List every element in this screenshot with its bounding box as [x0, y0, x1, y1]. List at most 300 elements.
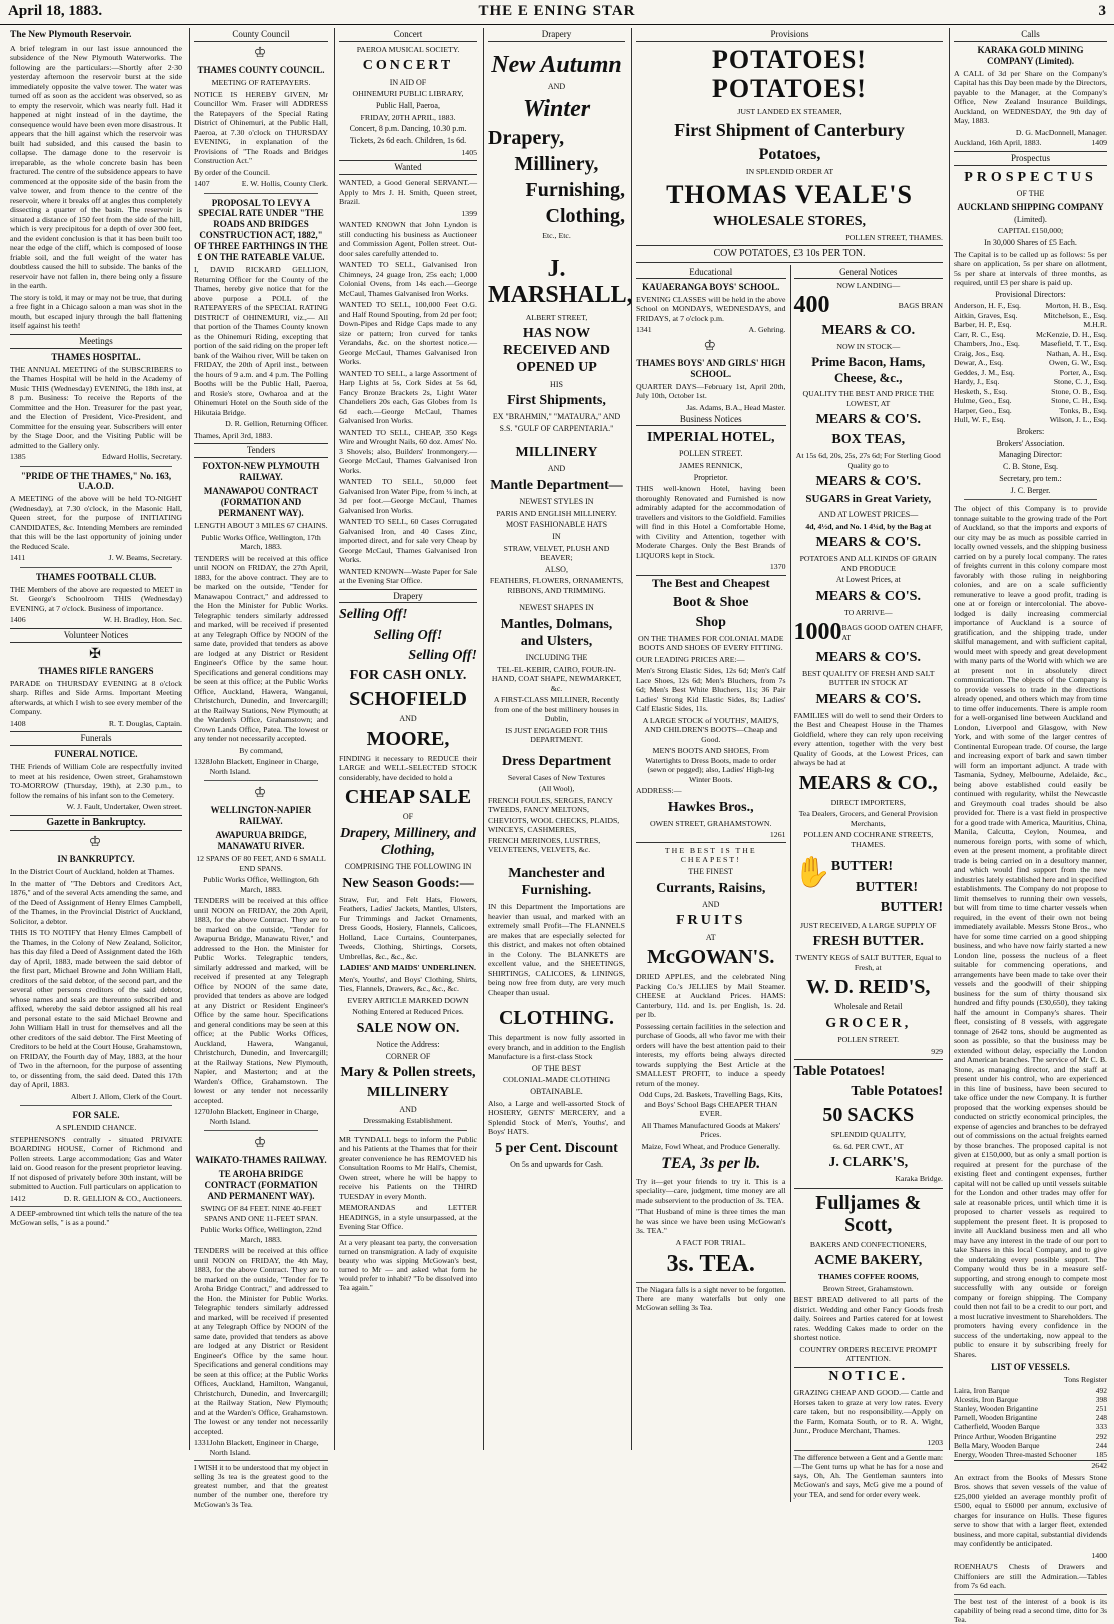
director-name: Wilson, J. L., Esq.: [1049, 415, 1107, 425]
wanted-num: 1399: [461, 208, 477, 218]
sec-text: J. C. Berger.: [1010, 485, 1051, 495]
drapery-title: Drapery,: [488, 126, 565, 149]
paris-millinery: PARIS AND ENGLISH MILLINERY.: [496, 508, 617, 518]
capital-text: CAPITAL £150,000;: [997, 226, 1064, 236]
potatoes2: Potatoes,: [758, 145, 821, 163]
crest-icon: ♔: [253, 1136, 269, 1152]
masthead: [0, 0, 1114, 25]
vessel-tons: 292: [1095, 1431, 1107, 1441]
feathers-text: FEATHERS, FLOWERS, ORNAMENTS, RIBBONS, AND TRIMMING.: [489, 576, 624, 595]
directors-heading: Provisional Directors:: [995, 289, 1066, 299]
welnap-text: TENDERS will be received at this office until NOON on FRIDAY, the 20th April, 1883, for the above Contract. They are to be marked on the outside, "Tender for Awapurua Bridge, Manawatu River," and addressed to the Hon. the Minister for Public Works. Telegraphic tenders, similarly addressed and marked, will be received if presented at any Telegraph Office by NOON of the same date, provided that tenders as above are lodged at any District or Resident Engineer's Office by the same hour. Specifications and general conditions may be seen at this office; at the Public Works Offices, Auckland, Hawera, Wanganui, Christchurch, Dunedin, and Invercargill; at the Railway Stations, New Plymouth, Napier, and Masterton; and at the Warden's Office, Grahamstown. The lowest or any tender not necessarily accepted.: [194, 896, 328, 1105]
hotel-num: 1370: [769, 562, 786, 572]
column-3: [334, 28, 481, 1450]
ladies-underlinen: LADIES' AND MAIDS' UNDERLINEN.: [339, 963, 477, 973]
concert-tickets: Tickets, 2s 6d each. Children, 1s 6d.: [349, 135, 467, 145]
pollen-street: POLLEN STREET, THAMES.: [845, 233, 943, 243]
bankruptcy-court: In the District Court of Auckland, holden at Thames.: [10, 867, 175, 877]
wd-reid: W. D. REID'S,: [806, 976, 931, 999]
colonial-text: COLONIAL-MADE CLOTHING: [502, 1075, 611, 1085]
rennick: JAMES RENNICK,: [679, 461, 743, 471]
director-name: Carr, R. C., Esq.: [954, 329, 1006, 339]
bankruptcy-text1: In the matter of "The Debtors and Creditors Act, 1876," and of the several Acts amending the same, and of the Deed of Assignment of Henry Elmes Campbell, of the Thames, in the Provincial District of Auckland, Solicitor, a debtor.: [10, 878, 182, 926]
to-arrive: TO ARRIVE—: [843, 607, 893, 617]
divider: [20, 1105, 172, 1106]
price-cwt: 6s. 6d. PER CWT., AT: [833, 1141, 904, 1151]
hotel-text: THIS well-known Hotel, having been thoroughly Renovated and Furnished is now admirably adapted for the accommodation of travellers and visitors to the Goldfield. Families will find in this Hotel a Comfortable Home, with Civility and Attention, together with Moderate Charges. Only the Best Brands of LIQUORS kept in Stock.: [636, 484, 786, 560]
tyndall-text: MR TYNDALL begs to inform the Public and his Patients at the Thames that for their greater convenience he has REMOVED his Consultation Rooms to Mr Hall's, Chemist, Owen street, where he will be happy to receive his Patients on the THIRD TUESDAY in every Month.: [339, 1134, 477, 1201]
reservoir-text: A brief telegram in our last issue announced the subsidence of the New Plymouth Waterworks. The following are the particulars:—Shortly after 2·30 yesterday afternoon the reservoir burst at the side immediately opposite the valve tower. The water was turned off as soon as the accident was observed, so as to empty the reservoir, which was nearly full. Had it happened at night instead of in the daytime, the consequence would have been even more disastrous. It appears that the hill against which the reservoir was built had subsided, and this caused the basin to collapse. The damage done to the reservoir is irreparable, as the whole concrete basin has been fractured. The centre of the subsidence appears to have commenced at the opposite side of the basin from the valve tower, and from thence to the centre of the reservoir, where it breaks off at angles thus completely dissecting a quarter of the basin. The reservoir is situated a distance of 150 feet from the side of the hill, which is very precipitous for a depth of over 300 feet, and the evident conclusion is that it has been built too near the edge of the cliff, which is composed of loose friable soil, and the full weight of the water has doubtless caused the hill to subside. The banks of the reservoir have not fallen in, there being only a fissure in the earth.: [10, 43, 182, 291]
wanted-ad: WANTED TO SELL, 60 Cases Corrugated Galvanised Iron, and 40 Cases Zinc, imported direct, and for sale very Cheap by George McCaul, Thames Galvanised Iron Works.: [339, 517, 477, 565]
brokers-heading: Brokers:: [1016, 426, 1045, 436]
mens-clothing: Men's, Youths', and Boys' Clothing, Shirts, Ties, Flannels, Drawers, &c., &c., &c.: [339, 974, 477, 994]
column-1: [6, 28, 186, 1450]
wanted-ad: WANTED TO SELL, a large Assortment of Harp Lights at 5s, Cork Sides at 5s 6d, Fancy Bronze Brackets 2s, Light Water Chandeliers 20s each, Gas Globes from 1s 6d each.—George McCaul, Thames Galvanised Iron Works.: [339, 368, 477, 426]
hospital-num: 1385: [10, 452, 26, 462]
including-text: INCLUDING THE: [525, 653, 588, 663]
mears-co: MEARS & CO.,: [798, 771, 938, 794]
cow-potatoes: COW POTATOES, £3 10s PER TON.: [636, 245, 943, 263]
coffee-rooms: THAMES COFFEE ROOMS,: [817, 1272, 919, 1282]
obtainable-text: OBTAINABLE.: [530, 1086, 583, 1096]
drapery-header: Drapery: [488, 28, 625, 42]
director-name: Hardy, J., Esq.: [954, 377, 1000, 387]
quarter-days: QUARTER DAYS—February 1st, April 20th, July 10th, October 1st.: [636, 381, 786, 401]
director-name: Aitkin, Graves, Esq.: [954, 310, 1018, 320]
masthead-page: 3: [1098, 3, 1106, 19]
four-hundred: 400: [793, 292, 830, 319]
pride-text: A MEETING of the above will be held TO-NIGHT (Wednesday), at 7.30 o'clock, in the Masonic Hall, Queen street, for the purpose of INITIATING CANDIDATES, &c. Intending Members are reminded that this will be the last opportunity of joining under the Reduced Scale.: [10, 494, 182, 551]
vessel-tons: 185: [1095, 1449, 1107, 1459]
foxton-office: Public Works Office, Wellington, 17th March, 1883.: [201, 532, 321, 552]
director-name: Harper, Geo., Esq.: [954, 405, 1012, 415]
director-row: [954, 349, 1107, 359]
vessel-row: [954, 1432, 1107, 1441]
vessel-name: Laira, Iron Barque: [954, 1385, 1010, 1395]
vessel-row: [954, 1450, 1107, 1459]
dmc-title: Drapery, Millinery, and Clothing,: [340, 825, 476, 858]
reservoir-title: The New Plymouth Reservoir.: [10, 30, 132, 40]
kauaeranga-num: 1341: [636, 325, 652, 335]
cheap-sale: CHEAP SALE: [344, 786, 472, 809]
director-name: M.H.R.: [1083, 320, 1107, 330]
his-text: HIS: [550, 379, 563, 389]
council-title: THAMES COUNTY COUNCIL.: [197, 65, 325, 76]
proposal-text: I, DAVID RICKARD GELLION, Returning Officer for the County of the Thames, hereby give notice that for the above purpose a POLL of the RATEPAYERS of the SPECIAL RATING DISTRICT of OHINEMURI, viz.,— All that portion of the Thames County known as the Ohinemuri Riding, excepting that portion of the said riding on the proper left bank of the Waihou river, Will be taken on FRIDAY, the 20th of April inst., between the hours of 9 a.m. and 4 p.m. The Polling Booths will be the Public Hall, Paeroa, and Rosie's store, Owharoa and at the Ohinemuri Hotel on the South side of the Hikutaia Bridge.: [194, 265, 328, 417]
masthead-title: THE E ENING STAR: [478, 3, 636, 19]
karaka-sig: D. G. MacDonnell, Manager.: [1015, 127, 1107, 137]
concert-title: CONCERT: [362, 58, 454, 74]
now-in-stock: NOW IN STOCK—: [836, 341, 901, 351]
prime-bacon: Prime Bacon, Hams, Cheese, &c.,: [811, 354, 926, 386]
high-school-title: THAMES BOYS' AND GIRLS' HIGH SCHOOL.: [636, 358, 786, 379]
potatoes-title: POTATOES! POTATOES!: [712, 44, 867, 103]
crest-icon: ✠: [89, 646, 103, 662]
waikato-office: Public Works Office, Wellington, 22nd March, 1883.: [200, 1225, 322, 1244]
boot-shoe: Boot & Shoe: [673, 594, 749, 610]
the-finest: THE FINEST: [688, 866, 734, 876]
meetings-header: Meetings: [10, 334, 182, 349]
capital-details: The Capital is to be called up as follows: 5s per share on application, 5s per share on allotment, 5s per share at intervals of three months, as required, until £3 per share is paid up.: [954, 249, 1107, 288]
mears: MEARS & CO.: [821, 322, 916, 338]
husband-text: "That Husband of mine is three times the man he was since we have been using McGowan's 3s. TEA.": [636, 1207, 786, 1236]
by-command: By command,: [239, 745, 283, 755]
divider: [964, 499, 1097, 500]
divider: [349, 1130, 467, 1131]
vessel-name: Parnell, Wooden Brigantine: [954, 1413, 1038, 1423]
evening-classes: EVENING CLASSES will be held in the above School on MONDAYS, WEDNESDAYS, and FRIDAYS, at 7 o'clock p.m.: [636, 294, 786, 323]
director-name: Dewar, A., Esq.: [954, 358, 1004, 368]
divider: [204, 193, 318, 194]
vessel-name: Energy, Wooden Three-masted Schooner: [954, 1449, 1077, 1459]
director-name: Porter, A., Esq.: [1059, 367, 1107, 377]
pride-title: "PRIDE OF THE THAMES," No. 163, U.A.O.D.: [20, 470, 172, 492]
limited-text: (Limited).: [1014, 214, 1047, 224]
director-row: [954, 330, 1107, 340]
mary-pollen: Mary & Pollen streets,: [340, 1065, 476, 1081]
director-name: Morton, H. B., Esq.: [1045, 301, 1107, 311]
boot-list: Men's Strong Elastic Sides, 12s 6d; Men's Calf Lace Shoes, 12s 6d; Men's Bluchers, from 7s 6d; Men's Best White Bluchers, 11s; 36 Pair Ladies' Strong Kid Elastic Sides, 8s; Ladies' Calf Elastic Sides, 11s.: [636, 666, 786, 714]
fabrics-list: CHEVIOTS, WOOL CHECKS, PLAIDS, WINCEYS, CASHMERES,: [488, 815, 620, 835]
high-sig: Jas. Adams, B.A., Head Master.: [686, 402, 786, 412]
bankruptcy-sig: Albert J. Allom, Clerk of the Court.: [70, 1091, 182, 1101]
newest-shapes: NEWEST SHAPES IN: [519, 603, 594, 613]
wanted-ad: WANTED TO SELL, Galvanised Iron Chimneys, 24 guage Iron, 25s each; 1,000 Colonial Ovens, from 14s each.—George McCaul, Thames Galvanised Iron Works.: [339, 260, 477, 298]
bags-oaten: BAGS GOOD OATEN CHAFF, AT: [841, 623, 943, 642]
concert-header: Concert: [339, 28, 477, 42]
butter-title: BUTTER!: [855, 879, 919, 895]
director-row: [954, 415, 1107, 425]
swing-text: SWING OF 84 FEET. NINE 40-FEET SPANS AND ONE 11-FEET SPAN.: [200, 1204, 322, 1223]
first-shipments: First Shipments,: [507, 393, 606, 409]
reid-num: 929: [931, 1046, 943, 1056]
notice-address: Notice the Address:: [376, 1039, 440, 1049]
vessel-row: [954, 1395, 1107, 1404]
concert-date: FRIDAY, 20TH APRIL, 1883.: [360, 112, 456, 122]
karaka-date: Auckland, 16th April, 1883.: [954, 138, 1042, 148]
fulljames-title: Fulljames & Scott,: [794, 1188, 944, 1236]
hosiery-text: Also, a Large and well-assorted Stock of HOSIERY, GENTS' MERCERY, and a Splendid Stock of Men's, Youths', and Boys' HATS.: [488, 1098, 625, 1137]
vessel-tons: 244: [1095, 1440, 1107, 1450]
vessel-row: [954, 1386, 1107, 1395]
paeroa-society: PAEROA MUSICAL SOCIETY.: [356, 44, 460, 54]
vessel-tons: 251: [1095, 1404, 1107, 1414]
dressmaking: Dressmaking Establishment.: [363, 1116, 453, 1126]
director-name: Stone, C. H., Esq.: [1051, 396, 1107, 406]
columns: [6, 28, 1110, 1624]
director-row: [954, 396, 1107, 406]
director-row: [954, 311, 1107, 321]
tea-title: TEA, 3s per lb.: [661, 1155, 761, 1173]
welnap-sig: John Blackett, Engineer in Charge, North Island.: [209, 1107, 319, 1126]
thomas-veale: THOMAS VEALE'S: [666, 179, 913, 209]
director-name: Hulme, Geo., Esq.: [954, 396, 1012, 406]
new-autumn: New Autumn: [491, 51, 622, 78]
fruits-title: FRUITS: [676, 913, 746, 929]
lowest-prices: AND AT LOWEST PRICES—: [818, 509, 919, 519]
library-title: OHINEMURI PUBLIC LIBRARY,: [352, 89, 464, 99]
tenders-header: Tenders: [194, 443, 328, 458]
winter-title: Winter: [522, 96, 591, 123]
director-name: Hesketh, S., Esq.: [954, 386, 1008, 396]
director-name: Stone, C. J., Esq.: [1053, 377, 1107, 387]
football-sig: W. H. Bradley, Hon. Sec.: [103, 615, 182, 625]
first-shipment: First Shipment of Canterbury: [674, 119, 905, 140]
bakers-text: BAKERS AND CONFECTIONERS,: [809, 1239, 927, 1249]
millinery-title: MILLINERY: [367, 1085, 449, 1101]
of-the-best: OF THE BEST: [531, 1063, 582, 1073]
sugars: SUGARS in Great Variety,: [805, 493, 932, 506]
karaka-title: KARAKA GOLD MINING COMPANY (Limited).: [977, 44, 1084, 66]
bags-bran: BAGS BRAN: [898, 300, 943, 310]
vessel-row: [954, 1404, 1107, 1413]
divider: [20, 466, 172, 467]
funeral-title: FUNERAL NOTICE.: [54, 749, 138, 760]
try-it: Try it—get your friends to try it. This is a speciality—care, judgment, time money are all made subservient to the production of 3s. TEA.: [636, 1176, 786, 1205]
grazing-num: 1203: [927, 1437, 943, 1447]
brown-street: Brown Street, Grahamstown.: [822, 1283, 914, 1293]
crest-icon: ♔: [253, 45, 269, 61]
funeral-sig: W. J. Fault, Undertaker, Owen street.: [66, 802, 182, 812]
furnishing-title: Furnishing,: [525, 178, 625, 201]
and-text: AND: [547, 463, 566, 473]
extract-text: An extract from the Books of Messrs Stone Bros. shows that seven vessels of the value of £25,000 yielded an average monthly profit of £500, equal to £6000 per annum, exclusive of charges for insurance on Hulls. These figures serve to show that with a larger fleet, extended business, and more capital, substantial dividends may confidently be anticipated.: [954, 1472, 1107, 1549]
proprietor: Proprietor.: [693, 472, 728, 482]
manchester-text: IN this Department the Importations are heavier than usual, and marked with an extremely small Profit—The FLANNELS are makes that are especially selected for this district, and makes not often obtained in the Colony. The BLANKETS are excellent value, and the SHEETINGS, SHIRTINGS, CALICOES, & LININGS, being now free from duty, are very much Cheaper than usual.: [488, 902, 625, 997]
col5-left: [636, 265, 786, 1502]
has-now: HAS NOW RECEIVED AND OPENED UP: [503, 326, 610, 376]
karaka-text: A CALL of 3d per Share on the Company's Capital has this Day been made by the Directors, payable to the Manager, at the Company's Office, New Zealand Insurance Buildings, Auckland, on WEDNESDAY, the 9th day of May, 1883.: [954, 68, 1107, 126]
on-5s: On 5s and upwards for Cash.: [510, 1159, 603, 1169]
pride-sig: J. W. Beams, Secretary.: [108, 553, 182, 563]
md-heading: Managing Director:: [998, 450, 1063, 460]
director-row: [954, 406, 1107, 416]
niagara-text: The Niagara falls is a sight never to be forgotten. There are many waterfalls but only one McGowan selling 3s Tea.: [636, 1282, 786, 1312]
col5-right: [790, 265, 944, 1502]
splendid-order: IN SPLENDID ORDER AT: [745, 167, 834, 177]
straw-text: STRAW, VELVET, PLUSH AND BEAVER;: [503, 543, 610, 562]
at-text: AT: [705, 932, 716, 942]
at-lowest: At Lowest Prices, at: [835, 575, 901, 585]
forsale-title: FOR SALE.: [72, 1110, 120, 1121]
gent-text: The difference between a Gent and a Gentle man:—The Gent turns up what he has for a nose and says, Oh, Ah. The Gentleman saunters into McGowan's and says, McG give me a pound of your TEA, and send for order every week.: [794, 1450, 944, 1499]
cash-only: FOR CASH ONLY.: [349, 667, 467, 683]
foxton-sig: John Blackett, Engineer in Charge, North Island.: [209, 757, 319, 776]
nothing-entered: Nothing Entered at Reduced Prices.: [352, 1007, 464, 1017]
director-name: Nathan, A. H., Esq.: [1046, 348, 1107, 358]
table-potatoes: Table Potatoes!: [794, 1059, 944, 1080]
best-cheapest: The Best and Cheapest: [636, 575, 786, 591]
wanted-ad: WANTED KNOWN that John Lyndon is still conducting his business as Auctioneer and Commission Agent, Pollen street. Out-door sales carefully attended to.: [339, 220, 477, 258]
welnap-office: Public Works Office, Wellington, 6th March, 1883.: [203, 875, 319, 894]
ex-ships: EX "BRAHMIN," "MATAURA," AND: [492, 412, 621, 422]
albert-street: ALBERT STREET,: [525, 312, 588, 322]
proposal-title: PROPOSAL TO LEVY A SPECIAL RATE UNDER "THE ROADS AND BRIDGES CONSTRUCTION ACT, 1882," OF THREE FARTHINGS IN THE £ ON THE RATEABLE VALUE.: [194, 197, 328, 263]
finding-text: FINDING it necessary to REDUCE their LARGE and WELL-SELECTED STOCK considerably, have decided to hold a: [339, 753, 477, 782]
story-text: The story is told, it may or may not be true, that during a free fight in a Chicago saloon a man was shot in the mouth, but escaped injury through the ball flattening itself against his teeth!: [10, 292, 182, 331]
dress-dept: Dress Department: [502, 753, 611, 769]
all-wool: (All Wool),: [538, 784, 575, 794]
carpentaria: S.S. "GULF OF CARPENTARIA.": [499, 424, 614, 434]
col6-bottom: The best test of the interest of a book is its capability of being read a second time, ditto for 3s Tea.: [954, 1594, 1107, 1624]
fact-text: A FACT FOR TRIAL.: [675, 1237, 746, 1247]
notice-sig: E. W. Hollis, County Clerk.: [241, 179, 328, 189]
vessel-row: [954, 1441, 1107, 1450]
sugar-prices: 4d, 4½d, and No. 1 4¼d, by the Bag at: [805, 521, 932, 531]
clothing-h: CLOTHING.: [498, 1007, 615, 1030]
roenhau-text: ROENHAU'S Chests of Drawers and Chiffoniers are still the Admiration.—Tables from 7s 6d each.: [954, 1562, 1107, 1591]
pollen-cochrane: POLLEN AND COCHRANE STREETS, THAMES.: [803, 830, 934, 849]
column-5: [631, 28, 947, 1499]
crest-icon: ♔: [253, 786, 269, 802]
concert-num: 1405: [461, 147, 477, 157]
sec-heading: Secretary, pro tem.:: [999, 473, 1062, 483]
forsale-sub: A SPLENDID CHANCE.: [55, 1123, 137, 1133]
mantles-title: Mantles, Dolmans, and Ulsters,: [500, 617, 613, 650]
masthead-date: April 18, 1883.: [8, 3, 103, 19]
director-row: [954, 301, 1107, 311]
hawkes-num: 1261: [769, 830, 786, 840]
fresh-butter: FRESH BUTTER.: [812, 934, 924, 950]
director-row: [954, 358, 1107, 368]
owen-street: OWEN STREET, GRAHAMSTOWN.: [650, 818, 772, 828]
vessels-title: LIST OF VESSELS.: [991, 1362, 1070, 1373]
selling-off: Selling Off!: [373, 627, 443, 643]
pride-num: 1411: [10, 553, 26, 563]
hall-text: Public Hall, Paeroa,: [376, 100, 440, 110]
maize-text: Maize, Fowl Wheat, and Produce Generally.: [641, 1141, 780, 1151]
director-name: Masefield, T. T., Esq.: [1040, 339, 1107, 349]
grocer-title: GROCER,: [825, 1016, 912, 1032]
waikato-text: TENDERS will be received at this office until NOON on FRIDAY, the 4th May, 1883, for the above Contract. They are to be marked on the outside, "Tender for Te Aroha Bridge Contract," and addressed to the Hon. the Minister for Public Works. Telegraphic tenders similarly addressed and marked, will be received if presented at any Telegraph Office by NOON of the same date, provided that tenders as above are lodged at any District or Resident Engineer's Office by the same hour. Specifications and general conditions may be seen at this office; at the Public Works Offices, Auckland, Hamilton, Wanganui, Christchurch, Dunedin, and Invercargill; at the Railway Station, New Plymouth; and at the Warden's Office, Grahamstown. The lowest or any tender not necessarily accepted.: [194, 1246, 328, 1436]
hospital-sig: Edward Hollis, Secretary.: [101, 452, 182, 462]
fabrics-list: FRENCH MERINOES, LUSTRES, VELVETEENS, VELVETS, &c.: [488, 835, 601, 855]
selling-off: Selling Off!: [339, 607, 408, 623]
shipping-title: AUCKLAND SHIPPING COMPANY: [957, 201, 1104, 212]
crest-icon: ♔: [88, 835, 104, 851]
of-text: OF: [402, 812, 414, 822]
hospital-text: THE ANNUAL MEETING of the SUBSCRIBERS to the Thames Hospital will be held in the Academy of Music THIS (Wednesday) EVENING, the 18th inst, at 8 p.m. Business: To receive the Reports of the Committee and the Hon. Treasurer for the past year, and the Election of President, Vice-President, and Committee for the ensuing year. Subscribers will enter by the Stage Door, and the Visiting Public will be admitted to the Gallery only.: [10, 364, 182, 450]
wanted-ad: WANTED TO SELL, CHEAP, 350 Kegs Wire and Wrought Nails, 60 doz. Ames' No. 3 Shovels; also, Builders' Ironmongery.—George McCaul, Thames Galvanised Iron Works.: [339, 427, 477, 475]
rifle-title: THAMES RIFLE RANGERS: [38, 665, 154, 676]
vessels-total: 2642: [954, 1460, 1107, 1471]
and-text: AND: [547, 82, 566, 92]
three-s-tea: 3s. TEA.: [666, 1251, 755, 1278]
welnap-num: 1270: [194, 1107, 210, 1117]
manawapou-title: MANAWAPOU CONTRACT (FORMATION AND PERMANENT WAY).: [203, 486, 319, 519]
business-header: Business Notices: [636, 414, 786, 426]
fashionable-hats: MOST FASHIONABLE HATS: [505, 520, 608, 529]
box-teas: BOX TEAS,: [831, 432, 906, 448]
hospital-title: THAMES HOSPITAL.: [51, 351, 141, 362]
and-text: AND: [702, 899, 720, 909]
clark-title: J. CLARK'S,: [828, 1155, 909, 1171]
vessel-name: Alcestis, Iron Barque: [954, 1395, 1018, 1405]
marshall-title: J. MARSHALL,: [488, 256, 633, 309]
karaka-bridge: Karaka Bridge.: [895, 1174, 943, 1184]
rifle-num: 1408: [10, 718, 26, 728]
foxton-title: FOXTON-NEW PLYMOUTH RAILWAY.: [202, 461, 320, 483]
wholesale-retail: Wholesale and Retail: [834, 1002, 903, 1012]
selling-off: Selling Off!: [408, 647, 477, 663]
discount-text: 5 per Cent. Discount: [495, 1140, 618, 1156]
provisions-header: Provisions: [636, 28, 943, 42]
watertight-text: MEN'S BOOTS AND SHOES, From Watertights to Dress Boots, made to order (sewn or pegged); also, Ladies' High-leg Winter Boots.: [645, 746, 777, 784]
wanted-ad: WANTED, a Good General SERVANT.—Apply to Mrs J. H. Smith, Queen street, Brazil.: [339, 178, 477, 207]
corner-of: CORNER OF: [385, 1051, 431, 1061]
acme-bakery: ACME BAKERY,: [814, 1253, 923, 1269]
milliner-text: A FIRST-CLASS MILLINER, Recently from one of the best millinery houses in Dublin,: [493, 695, 620, 724]
shop-title: Shop: [695, 614, 726, 630]
mantle-dept: Mantle Department—: [490, 477, 623, 493]
educational-header: Educational: [636, 267, 786, 279]
vessel-name: Prince Arthur, Wooden Brigantine: [954, 1431, 1057, 1441]
currants-title: Currants, Raisins,: [656, 880, 766, 896]
wanted-ad: WANTED TO SELL, 50,000 feet Galvanised Iron Water Pipe, from ¼ inch, at 3d per foot.—George McCaul, Thames Galvanised Iron Works.: [339, 477, 477, 515]
prices-title: OUR LEADING PRICES ARE:—: [636, 654, 745, 664]
md-text: C. B. Stone, Esq.: [1003, 462, 1058, 472]
director-row: [954, 368, 1107, 378]
quality-text: QUALITY THE BEST AND PRICE THE LOWEST, AT: [802, 389, 935, 408]
goods-list: Straw, Fur, and Felt Hats, Flowers, Feathers, Ladies' Jackets, Mantles, Ulsters, Fur Trimmings and Jacket Ornaments, Dress Goods, Hosiery, Flannels, Calicoes, Holland, Lace Curtains, Counterpanes, Tweeds, Clothing, Shirtings, Corsets, Umbrellas, &c., &c., &c.: [339, 894, 477, 961]
now-landing: NOW LANDING—: [836, 280, 901, 290]
bread-text: BEST BREAD delivered to all parts of the district. Wedding and other Fancy Goods fresh daily. Soirees and Parties catered for at lowest rates. Wedding Cakes made to order on the shortest notice.: [793, 1295, 943, 1343]
column-2: [189, 28, 332, 1509]
column-4: [483, 28, 633, 1450]
and-text: AND: [399, 1104, 417, 1114]
address-label: ADDRESS:—: [636, 786, 682, 796]
director-name: Anderson, H. F., Esq.: [954, 301, 1021, 311]
divider: [20, 567, 172, 568]
in-aid: IN AID OF: [389, 77, 427, 87]
prospectus-title: PROSPECTUS: [964, 169, 1097, 185]
extract-num: 1400: [1091, 1550, 1107, 1560]
table-potatoes: Table Potatoes!: [851, 1084, 943, 1100]
aroha-title: TE AROHA BRIDGE CONTRACT (FORMATION AND PERMANENT WAY).: [204, 1169, 318, 1202]
vessel-tons: 333: [1095, 1422, 1107, 1432]
divider: [204, 780, 318, 781]
in-text: IN: [552, 531, 561, 541]
butter-title: BUTTER!: [830, 859, 894, 875]
waikato-title: WAIKATO-THAMES RAILWAY.: [195, 1155, 327, 1166]
divider: [204, 1130, 318, 1131]
box-prices: At 15s 6d, 20s, 25s, 27s 6d; For Sterling Good Quality go to: [795, 451, 941, 470]
director-name: Geddes, J. M., Esq.: [954, 367, 1015, 377]
proposal-date: Thames, April 3rd, 1883.: [194, 430, 273, 440]
crest-icon: ♔: [703, 338, 719, 354]
directors-list: [954, 301, 1107, 425]
kauaeranga-sig: A. Gehring.: [748, 325, 786, 335]
volunteer-header: Volunteer Notices: [10, 628, 182, 643]
mears: MEARS & CO'S.: [815, 649, 921, 665]
length-text: LENGTH ABOUT 3 MILES 67 CHAINS.: [194, 521, 328, 531]
bankruptcy-title: IN BANKRUPTCY.: [57, 854, 135, 865]
forsale-text: STEPHENSON'S centrally - situated PRIVATE BOARDING HOUSE, Corner of Richmond and Pollen streets. Large accommodation; Gas and Water laid on. Good reason for the present proprietor leaving. If not disposed of privately before 30th instant, will be submitted to Auction. Full particulars on application to: [10, 1134, 182, 1192]
clothing-text: This department is now fully assorted in every branch, and in addition to the English Manufacture is a first-class Stock: [488, 1033, 625, 1062]
concert-times: Concert, 8 p.m. Dancing, 10.30 p.m.: [349, 124, 467, 134]
director-name: Tonks, B., Esq.: [1059, 405, 1107, 415]
potatoes-grain: POTATOES AND ALL KINDS OF GRAIN AND PRODUCE: [799, 554, 937, 573]
director-name: Hull, W. F., Esq.: [954, 415, 1006, 425]
moore-title: MOORE,: [366, 727, 450, 750]
order-text: By order of the Council.: [194, 167, 271, 177]
thousand: 1000: [793, 619, 842, 646]
prospectus-header: Prospectus: [954, 151, 1107, 166]
tons-heading: Tons Register: [1064, 1375, 1107, 1385]
every-article: EVERY ARTICLE MARKED DOWN: [347, 995, 469, 1005]
fresh-salt: BEST QUALITY OF FRESH AND SALT BUTTER IN STOCK AT: [802, 668, 935, 688]
drapery-header: Drapery: [339, 589, 477, 604]
